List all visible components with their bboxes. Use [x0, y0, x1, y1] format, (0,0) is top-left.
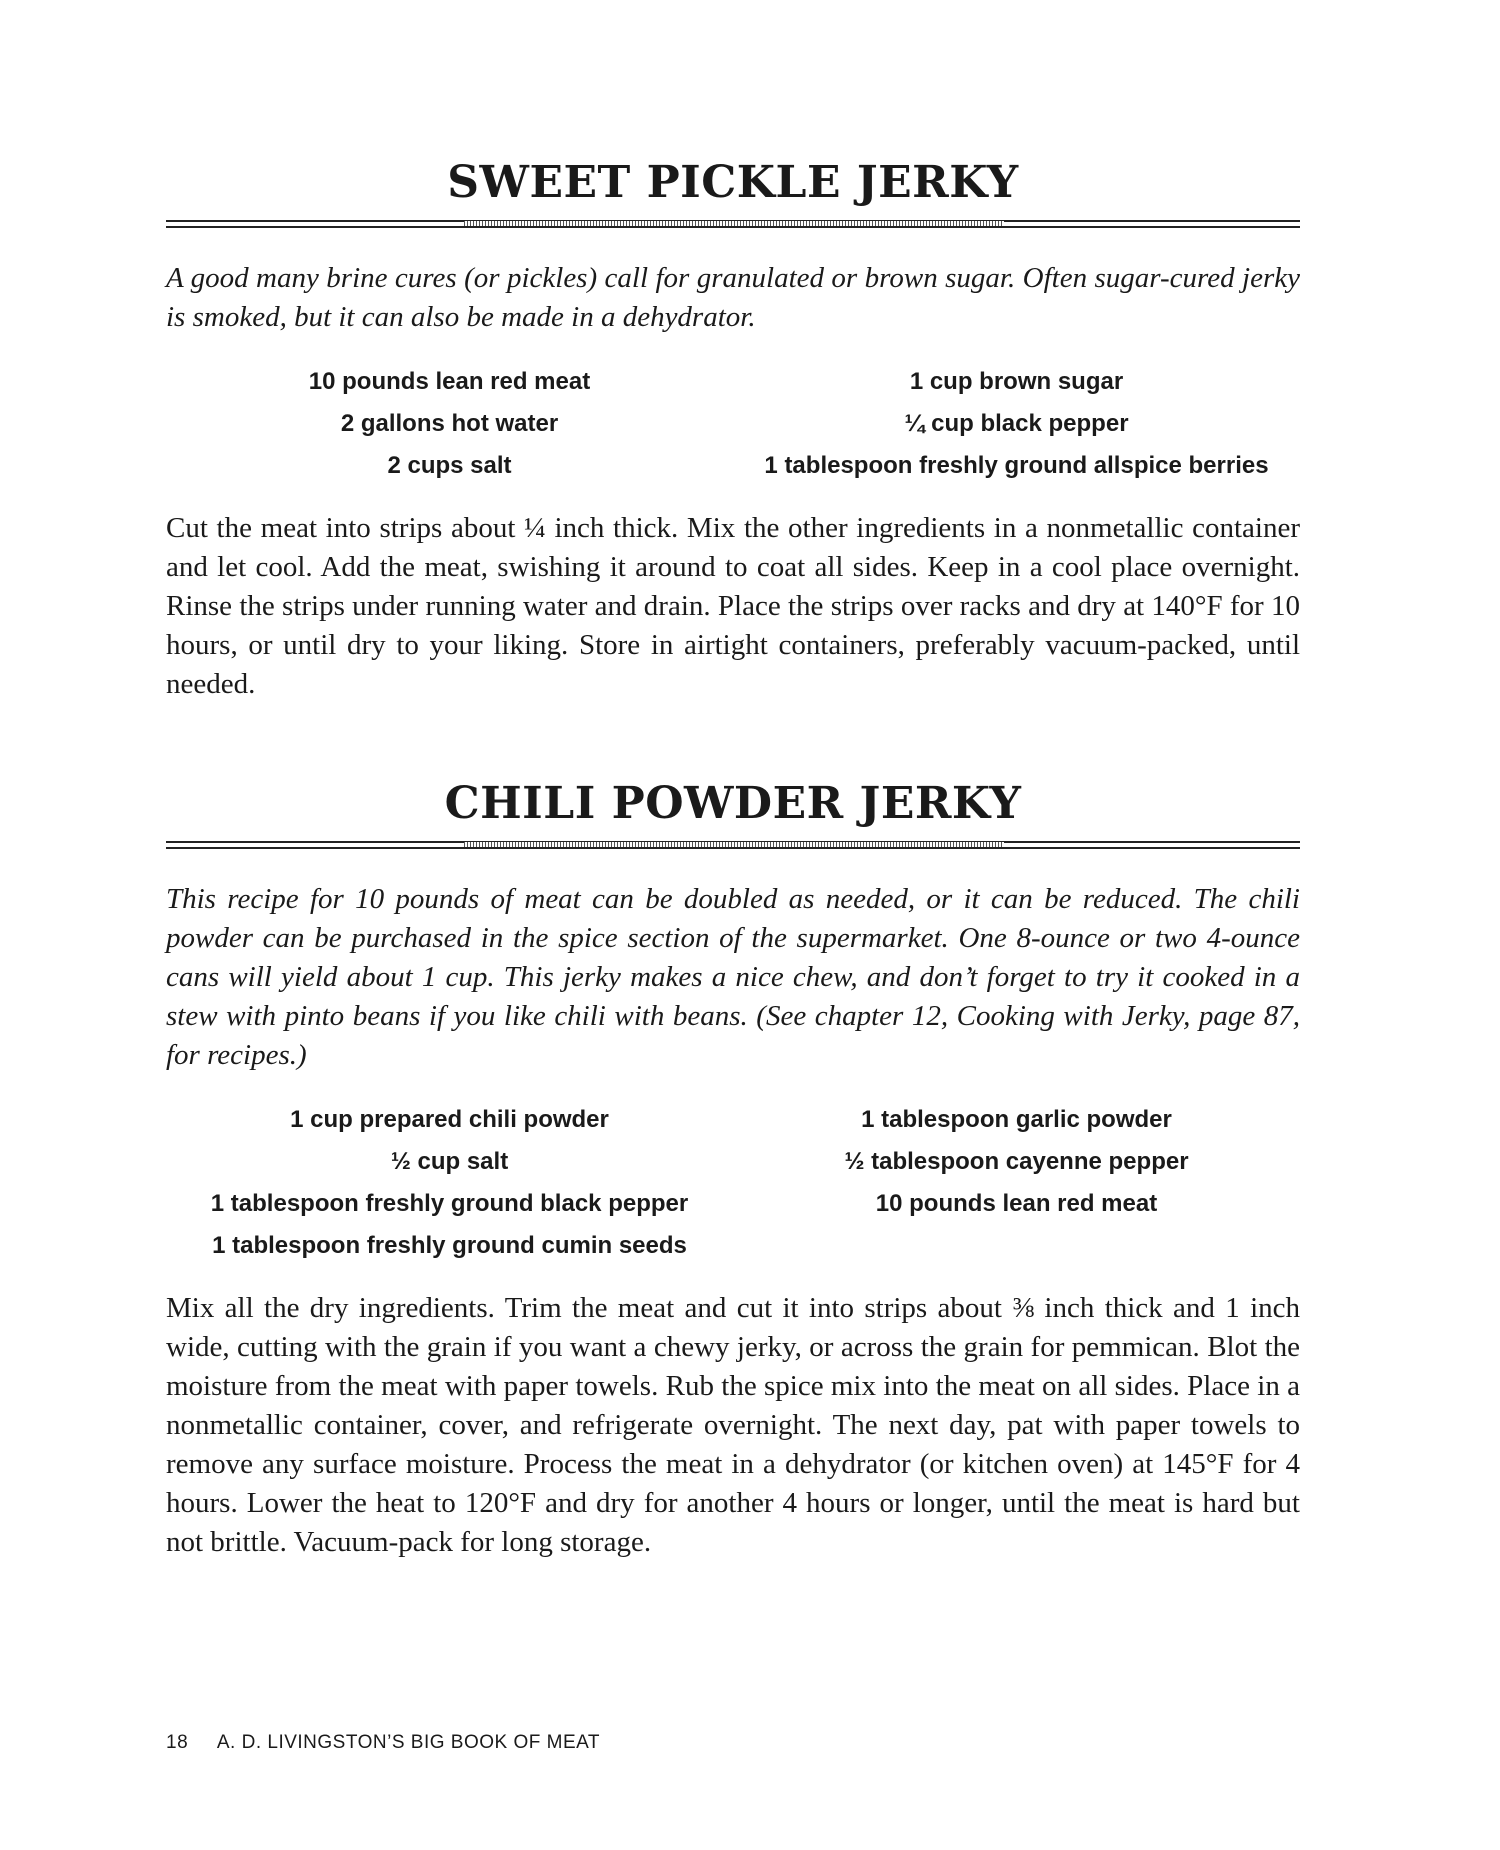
ingredient: 1 cup prepared chili powder — [290, 1106, 609, 1133]
rule-line — [166, 847, 1300, 849]
ingredient-column-right — [733, 361, 1300, 487]
ingredient: 1 cup brown sugar — [909, 368, 1124, 395]
ingredient-column-left — [166, 1099, 733, 1267]
title-rule — [166, 840, 1300, 850]
ingredient: 2 gallons hot water — [340, 410, 559, 437]
running-footer-title: A. D. LIVINGSTON’S BIG BOOK OF MEAT — [216, 1732, 601, 1753]
title-rule — [166, 219, 1300, 229]
ingredient: 1 tablespoon garlic powder — [861, 1106, 1172, 1133]
ingredient-column-right — [733, 1099, 1300, 1267]
ingredient-list — [166, 1099, 1300, 1267]
ingredient: 1 tablespoon freshly ground cumin seeds — [212, 1232, 687, 1259]
ingredient: ½ cup salt — [390, 1148, 509, 1175]
rule-line — [166, 226, 1300, 228]
ingredient: ¼ cup black pepper — [904, 410, 1129, 437]
ingredient-column-left — [166, 361, 733, 487]
page-number: 18 — [166, 1732, 189, 1753]
recipe-sweet-pickle-jerky — [166, 155, 1300, 704]
recipe-intro: This recipe for 10 pounds of meat can be doubled as needed, or it can be reduced. The chili powder can be purchased in the spice section of the supermarket. One 8-ounce or two 4-ounce cans will yield about 1 cup. This jerky makes a nice chew, and don’t forget to try it cooked in a stew with pinto beans if you like chili with beans. (See chapter 12, Cooking with Jerky, page 87, for recipes.) — [166, 883, 1300, 1071]
recipe-chili-powder-jerky — [166, 776, 1300, 1562]
recipe-directions: Mix all the dry ingredients. Trim the meat and cut it into strips about ⅜ inch thick and 1 inch wide, cutting with the grain if you want a chewy jerky, or across the grain for pemmican. Blot the moisture from the meat with paper towels. Rub the spice mix into the meat on all sides. Place in a nonmetallic container, cover, and refrigerate overnight. The next day, pat with paper towels to remove any surface moisture. Process the meat in a dehydrator (or kitchen oven) at 145°F for 4 hours. Lower the heat to 120°F and dry for another 4 hours or longer, until the meat is hard but not brittle. Vacuum-pack for long storage. — [166, 1292, 1300, 1558]
ingredient: 10 pounds lean red meat — [308, 368, 591, 395]
ingredient: 1 tablespoon freshly ground allspice berries — [764, 452, 1269, 479]
ingredient: 10 pounds lean red meat — [875, 1190, 1158, 1217]
page-content — [166, 155, 1300, 1562]
recipe-title: CHILI POWDER JERKY — [444, 778, 1022, 829]
recipe-title: SWEET PICKLE JERKY — [447, 157, 1019, 208]
recipe-intro: A good many brine cures (or pickles) call for granulated or brown sugar. Often sugar-cured jerky is smoked, but it can also be made in a dehydrator. — [166, 262, 1300, 333]
recipe-directions: Cut the meat into strips about ¼ inch thick. Mix the other ingredients in a nonmetallic container and let cool. Add the meat, swishing it around to coat all sides. Keep in a cool place overnight. Rinse the strips under running water and drain. Place the strips over racks and dry at 140°F for 10 hours, or until dry to your liking. Store in airtight containers, preferably vacuum-packed, until needed. — [166, 512, 1300, 700]
page-footer — [166, 1732, 600, 1754]
ingredient: 1 tablespoon freshly ground black pepper — [210, 1190, 689, 1217]
ingredient: ½ tablespoon cayenne pepper — [844, 1148, 1189, 1175]
ingredient: 2 cups salt — [387, 452, 512, 479]
ingredient-list — [166, 361, 1300, 487]
